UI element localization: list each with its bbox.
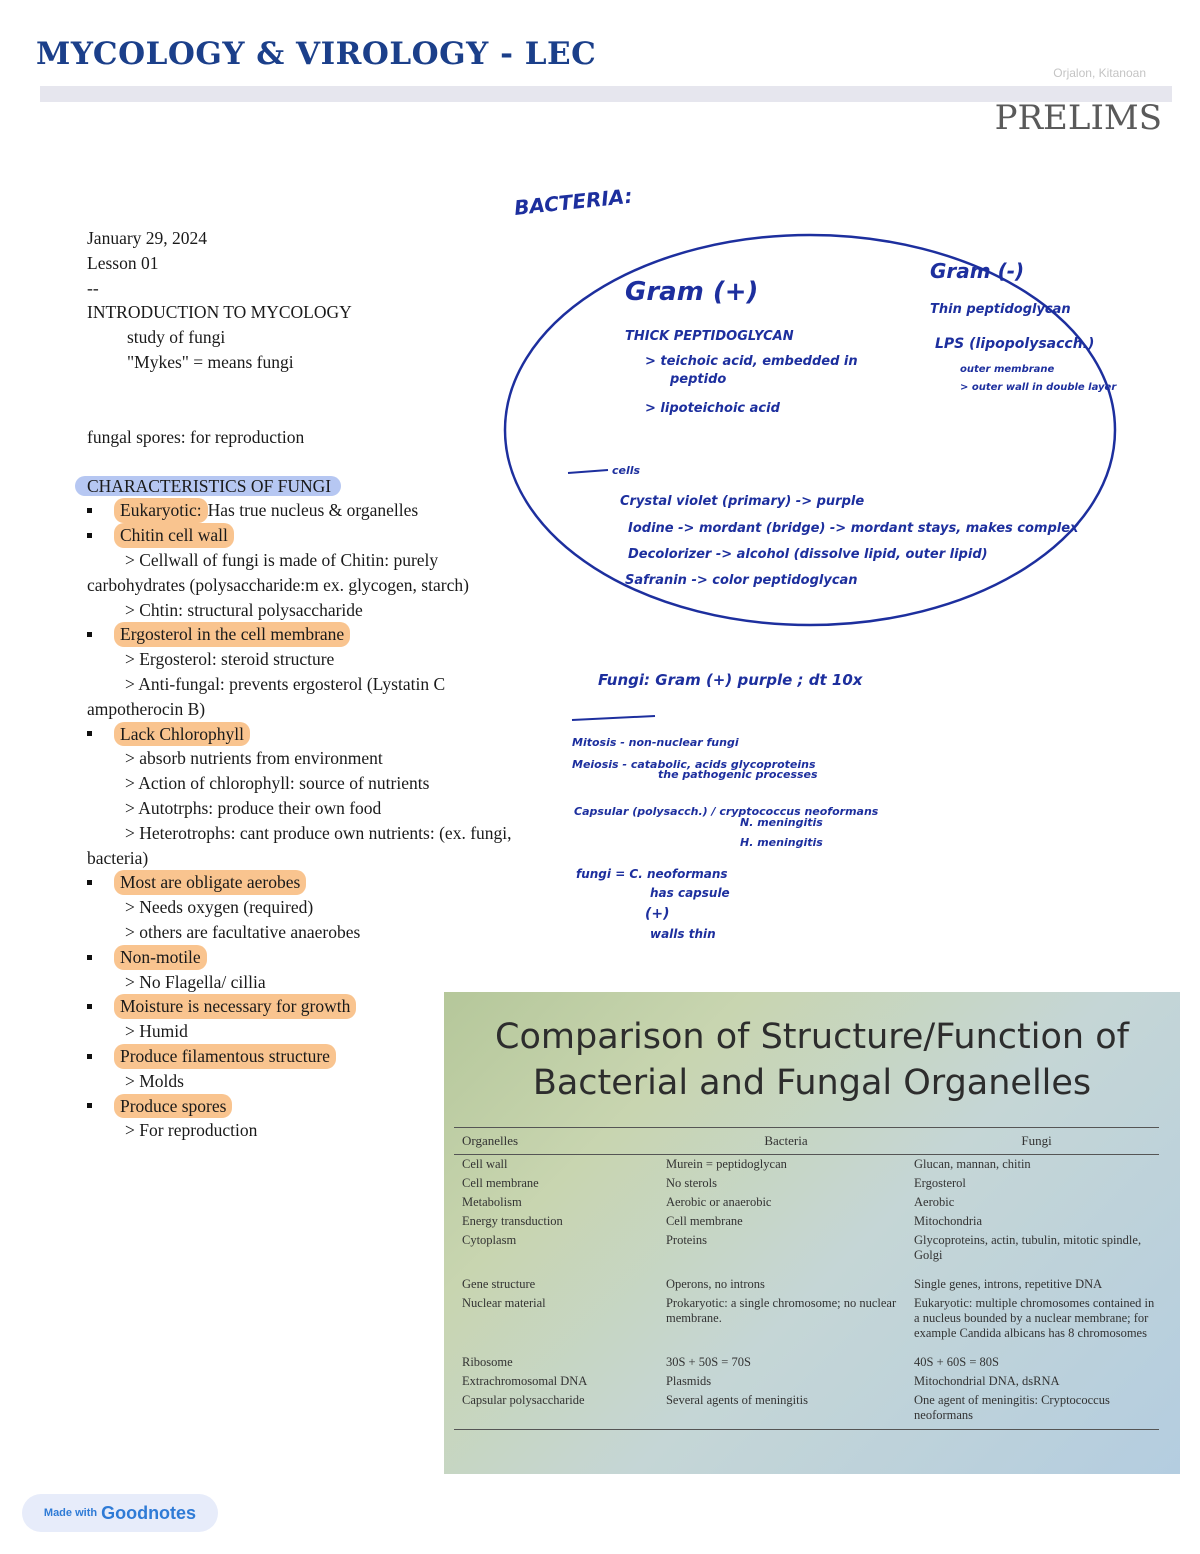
fungi2-note: fungi = C. neoformans (576, 867, 728, 881)
table-cell: Aerobic or anaerobic (665, 1195, 772, 1209)
bullet-chitin (87, 523, 527, 548)
bullet-label: Eukaryotic: (114, 498, 208, 523)
table-cell: Glucan, mannan, chitin (914, 1157, 1031, 1171)
bacteria-circle (505, 235, 1115, 625)
handwritten-notes (490, 180, 1130, 960)
column-header: Fungi (1021, 1133, 1052, 1148)
bullet-label: Most are obligate aerobes (114, 870, 306, 895)
column-header: Organelles (462, 1133, 519, 1148)
table-cell: Single genes, introns, repetitive DNA (914, 1277, 1103, 1291)
table-cell: Prokaryotic: a single chromosome; no nuclear membrane. (665, 1296, 897, 1325)
arrow-icon (572, 716, 655, 720)
sub-item: > Action of chlorophyll: source of nutrients (125, 773, 430, 794)
gram-positive-line: THICK PEPTIDOGLYCAN (625, 329, 794, 344)
sub-item: > Molds (125, 1070, 184, 1091)
fungi-gram-note: Fungi: Gram (+) purple ; dt 10x (598, 671, 863, 689)
characteristics-heading: CHARACTERISTICS OF FUNGI (75, 476, 341, 496)
table-cell: Cell membrane (462, 1176, 539, 1190)
slide-photo (444, 992, 1180, 1474)
table-cell: Several agents of meningitis (665, 1393, 808, 1407)
slide-title-line: Bacterial and Fungal Organelles (532, 1063, 1092, 1103)
sub-item: > absorb nutrients from environment (125, 748, 383, 769)
fungi2-note: has capsule (650, 886, 730, 900)
fungi-note: N. meningitis (740, 816, 823, 829)
bullet-label: Moisture is necessary for growth (114, 994, 356, 1019)
stain-step: Decolorizer -> alcohol (dissolve lipid, outer lipid) (628, 547, 988, 562)
gram-negative-line: LPS (lipopolysacch.) (935, 336, 1095, 352)
sub-item: > Humid (125, 1021, 188, 1042)
lecture-date: January 29, 2024 (87, 228, 208, 248)
arrow-icon (568, 470, 608, 473)
brand-name: Goodnotes (101, 1502, 197, 1523)
bullet-icon (87, 955, 92, 960)
stain-step: Safranin -> color peptidoglycan (625, 573, 858, 588)
gram-positive-line: > lipoteichoic acid (645, 401, 780, 416)
stain-step: Crystal violet (primary) -> purple (620, 494, 865, 509)
table-cell: Cell wall (462, 1157, 508, 1171)
intro-item: "Mykes" = means fungi (127, 351, 294, 372)
bullet-label: Produce filamentous structure (114, 1044, 336, 1069)
gram-negative-line: outer membrane (960, 364, 1055, 375)
table-row (454, 1372, 1159, 1391)
made-with-label: Made with (43, 1507, 98, 1519)
gram-positive-line: > teichoic acid, embedded in (645, 354, 858, 369)
bacteria-label: BACTERIA: (513, 183, 634, 220)
bullet-eukaryotic (87, 498, 527, 523)
gram-negative-line: Thin peptidoglycan (930, 302, 1071, 317)
sub-item: > Heterotrophs: cant produce own nutrients: (ex. fungi, bacteria) (87, 822, 512, 868)
table-cell: Cell membrane (665, 1214, 743, 1228)
table-cell: Operons, no introns (665, 1277, 765, 1291)
stain-step: Iodine -> mordant (bridge) -> mordant stays, makes complex (628, 521, 1079, 536)
intro-item: study of fungi (127, 327, 226, 348)
table-cell: Metabolism (462, 1195, 522, 1209)
bullet-icon (87, 1103, 92, 1108)
comparison-table (454, 1127, 1159, 1430)
sub-item: > No Flagella/ cillia (125, 971, 266, 992)
sub-item: > Autotrphs: produce their own food (125, 797, 382, 818)
table-cell: 40S + 60S = 80S (914, 1355, 999, 1369)
bullet-icon (87, 508, 92, 513)
fungi-note: H. meningitis (740, 836, 823, 849)
fungi-note: Capsular (polysacch.) / cryptococcus neoformans (574, 805, 879, 818)
bullet-icon (87, 632, 92, 637)
bullet-nonmotile (87, 945, 527, 970)
bullet-chlorophyll (87, 722, 527, 747)
table-cell: Murein = peptidoglycan (665, 1157, 787, 1171)
table-row (454, 1231, 1159, 1265)
fungi2-note: (+) (645, 906, 670, 922)
table-cell: Glycoproteins, actin, tubulin, mitotic spindle, Golgi (914, 1233, 1142, 1262)
table-cell: Aerobic (914, 1195, 955, 1209)
bullet-aerobes (87, 870, 527, 895)
intro-heading: INTRODUCTION TO MYCOLOGY (87, 302, 352, 323)
table-cell: Energy transduction (462, 1214, 563, 1228)
table-row (454, 1212, 1159, 1231)
slide-title-line: Comparison of Structure/Function of (495, 1017, 1129, 1057)
table-cell: Eukaryotic: multiple chromosomes contained in a nucleus bounded by a nuclear membrane; for example Candida albicans has 8 chromosomes (914, 1296, 1155, 1340)
sub-item: > For reproduction (125, 1120, 258, 1141)
table-cell: Cytoplasm (462, 1233, 517, 1247)
fungi-note: Meiosis - catabolic, acids glycoproteins (572, 758, 816, 771)
bullet-icon (87, 533, 92, 538)
table-row (454, 1155, 1159, 1174)
sub-item: > Cellwall of fungi is made of Chitin: purely carbohydrates (polysaccharide:m ex. glycogen, starch) (87, 549, 469, 595)
table-header (454, 1128, 1159, 1155)
page-title: MYCOLOGY & VIROLOGY - LEC (36, 36, 597, 72)
bullet-label: Ergosterol in the cell membrane (114, 622, 350, 647)
slide-title (444, 1014, 1180, 1106)
bullet-text: Has true nucleus & organelles (207, 500, 419, 521)
lesson-number: Lesson 01 (87, 252, 159, 273)
bullet-label: Non-motile (114, 945, 207, 970)
gram-positive-line: peptido (670, 372, 727, 387)
table-row (454, 1353, 1159, 1372)
table-row (454, 1294, 1159, 1343)
table-row (454, 1193, 1159, 1212)
table-row (454, 1275, 1159, 1294)
table-row (454, 1174, 1159, 1193)
table-cell: Mitochondrial DNA, dsRNA (914, 1374, 1060, 1388)
bullet-label: Chitin cell wall (114, 523, 234, 548)
column-header: Bacteria (764, 1133, 808, 1148)
table-cell: Proteins (665, 1233, 707, 1247)
arrow-note: cells (612, 464, 641, 477)
bullet-label: Produce spores (114, 1094, 232, 1119)
separator: -- (87, 277, 99, 298)
table-cell: One agent of meningitis: Cryptococcus neoformans (914, 1393, 1110, 1422)
bullet-icon (87, 1004, 92, 1009)
sub-item: > Anti-fungal: prevents ergosterol (Lystatin C ampotherocin B) (87, 673, 446, 719)
fungi-note: the pathogenic processes (658, 768, 818, 781)
table-cell: Ergosterol (914, 1176, 966, 1190)
bullet-label: Lack Chlorophyll (114, 722, 250, 747)
table-cell: Extrachromosomal DNA (462, 1374, 588, 1388)
sub-item: > others are facultative anaerobes (125, 921, 361, 942)
bullet-icon (87, 880, 92, 885)
gram-negative-heading: Gram (-) (930, 259, 1025, 283)
author-name: Orjalon, Kitanoan (1053, 66, 1146, 80)
table-cell: Capsular polysaccharide (462, 1393, 585, 1407)
gram-positive-heading: Gram (+) (625, 277, 759, 307)
gram-negative-line: > outer wall in double layer (960, 382, 1117, 393)
table-cell: Plasmids (665, 1374, 712, 1388)
fungi2-note: walls thin (650, 927, 716, 941)
table-row (454, 1391, 1159, 1425)
bullet-icon (87, 731, 92, 736)
table-cell: 30S + 50S = 70S (665, 1355, 751, 1369)
table-cell: Gene structure (462, 1277, 536, 1291)
table-cell: Nuclear material (462, 1296, 546, 1310)
table-cell: Ribosome (462, 1355, 513, 1369)
sub-item: > Needs oxygen (required) (125, 897, 314, 918)
table-cell: Mitochondria (914, 1214, 983, 1228)
sub-item: > Ergosterol: steroid structure (125, 649, 335, 670)
table-cell: No sterols (665, 1176, 718, 1190)
fungi-note: Mitosis - non-nuclear fungi (572, 736, 739, 749)
bullet-icon (87, 1054, 92, 1059)
made-with-badge[interactable] (22, 1494, 218, 1532)
section-label: PRELIMS (994, 98, 1162, 138)
sub-item: > Chtin: structural polysaccharide (125, 599, 363, 620)
bullet-ergosterol (87, 622, 527, 647)
spores-note: fungal spores: for reproduction (87, 426, 305, 447)
